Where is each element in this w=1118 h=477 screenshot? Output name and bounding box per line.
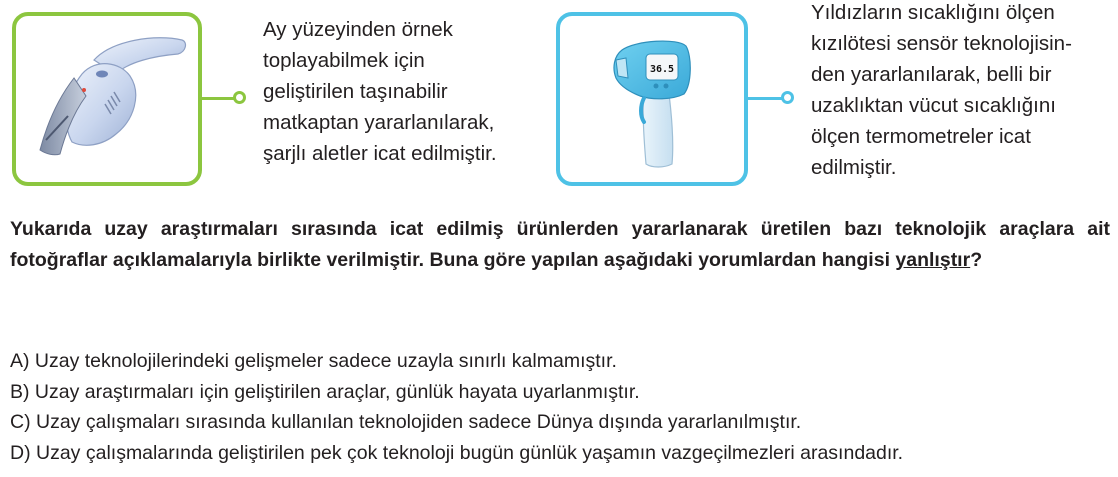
option-letter: B): [10, 380, 30, 403]
caption-line: geliştirilen taşınabilir: [263, 80, 448, 103]
option-b[interactable]: [10, 377, 1110, 408]
infrared-thermometer-icon: [560, 16, 744, 182]
question-stem: [10, 214, 1110, 276]
answer-options: [10, 346, 1110, 468]
option-a[interactable]: [10, 346, 1110, 377]
option-c[interactable]: [10, 407, 1110, 438]
option-text: Uzay araştırmaları için geliştirilen araçlar, günlük hayata uyarlanmıştır.: [34, 380, 640, 403]
option-text: Uzay çalışmaları sırasında kullanılan teknolojiden sadece Dünya dışında yararlanılmıştır.: [36, 411, 802, 433]
question-text: Yukarıda uzay araştırmaları sırasında icat edilmiş ürünlerden yararlanarak üretilen bazı teknolojik araçlara ait fotoğraflar açıklamalarıyla birlikte verilmiştir. Buna göre yapılan aşağıdaki yorumlardan hangisi: [10, 218, 1110, 271]
option-d[interactable]: [10, 438, 1110, 469]
caption-line: den yararlanılarak, belli bir: [811, 63, 1052, 86]
caption-line: uzaklıktan vücut sıcaklığını: [811, 94, 1056, 117]
green-connector-dot: [233, 91, 246, 104]
option-letter: D): [10, 441, 31, 464]
caption-line: ölçen termometreler icat: [811, 125, 1031, 148]
green-connector-line: [202, 97, 234, 100]
thermometer-caption: [811, 0, 1072, 183]
caption-line: edilmiştir.: [811, 156, 897, 179]
option-text: Uzay teknolojilerindeki gelişmeler sadece uzayla sınırlı kalmamıştır.: [34, 350, 617, 372]
vacuum-caption: [263, 14, 497, 169]
vacuum-image-card: [12, 12, 202, 186]
option-letter: A): [10, 350, 30, 372]
caption-line: matkaptan yararlanılarak,: [263, 111, 495, 134]
option-letter: C): [10, 411, 31, 433]
handheld-vacuum-icon: [16, 16, 198, 182]
thermometer-image-card: [556, 12, 748, 186]
thermometer-display-value: 36.5: [649, 64, 675, 75]
option-text: Uzay çalışmalarında geliştirilen pek çok teknoloji bugün günlük yaşamın vazgeçilmezleri arasındadır.: [36, 441, 904, 464]
caption-line: Yıldızların sıcaklığını ölçen: [811, 1, 1055, 24]
question-mark: ?: [970, 249, 983, 271]
question-underlined-word: yanlıştır: [895, 249, 971, 271]
caption-line: kızılötesi sensör teknolojisin-: [811, 32, 1072, 55]
blue-connector-dot: [781, 91, 794, 104]
blue-connector-line: [748, 97, 782, 100]
caption-line: toplayabilmek için: [263, 49, 425, 72]
caption-line: şarjlı aletler icat edilmiştir.: [263, 142, 497, 165]
caption-line: Ay yüzeyinden örnek: [263, 18, 453, 41]
